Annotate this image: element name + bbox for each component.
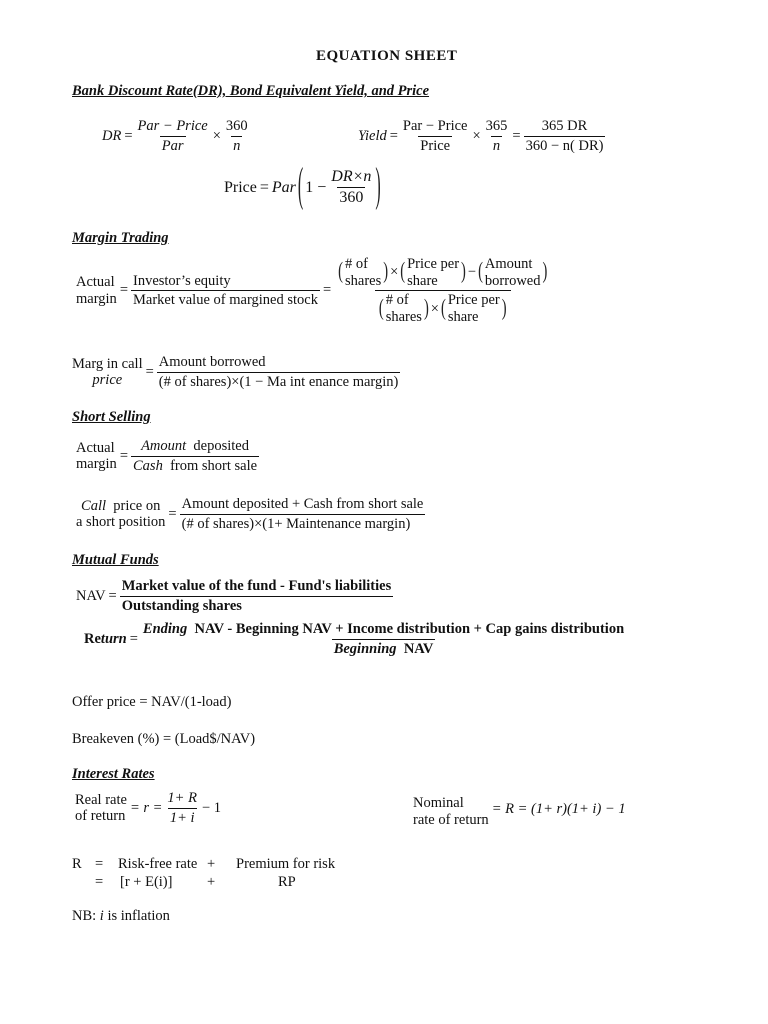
short-call-label: Call price on a short position	[76, 497, 166, 531]
dr-fraction: $\frac{\text{Par − Price}}{\text{Par}}$	[137, 118, 208, 154]
short-actual-margin-fraction: $\frac{\text{Amount deposited}}{\text{Cash from short sale}}$	[133, 438, 258, 474]
r-symbol: R	[72, 856, 82, 872]
real-rate-formula	[75, 790, 224, 826]
nominal-rate-formula	[413, 795, 629, 828]
margin-call-fraction: $\frac{\text{Amount borrowed}}{\text{(\# of shares)×(1 − Ma int enance margin)}}$	[158, 354, 399, 390]
yield-rhs-fraction: $\frac{365 DR}{360 - n( DR)}$	[525, 118, 604, 154]
premium-for-risk: Premium for risk	[236, 856, 336, 872]
nav-formula: NAV = $\frac{\text{Market value of the fund - Fund's liabilities}}{\text{Outstanding shares}}$	[76, 578, 392, 614]
return-formula: Return = Ending NAV - Beginning NAV + Income distribution + Cap gains distribution Beginning NAV	[84, 621, 625, 657]
margin-call-label: Marg in call price	[72, 355, 143, 389]
r-eq-1: =	[95, 856, 104, 872]
risk-decomposition	[72, 856, 372, 896]
section-heading-funds: Mutual Funds	[72, 552, 159, 568]
inflation-note: NB: i is inflation	[72, 908, 170, 924]
risk-free-rate: Risk-free rate	[118, 856, 198, 872]
nominal-rate-label: Nominal rate of return	[413, 795, 489, 828]
real-rate-fraction: $\frac{1+ R}{1+ i}$	[167, 790, 197, 826]
r-expected: [r + E(i)]	[120, 874, 173, 890]
r-eq-2: =	[95, 874, 104, 890]
yield-formula: Yield = $\frac{\text{Par − Price}}{\text{Price}}$ × $\frac{365}{n}$ = $\frac{365 DR}{360 - n( DR)}$	[358, 118, 604, 154]
section-heading-interest: Interest Rates	[72, 766, 155, 782]
page-title: EQUATION SHEET	[316, 48, 458, 64]
real-rate-eq: = r =	[129, 799, 163, 816]
dr-lhs: DR	[102, 127, 122, 144]
return-fraction: Ending NAV - Beginning NAV + Income distribution + Cap gains distribution Beginning NAV	[142, 621, 625, 657]
section-heading-margin: Margin Trading	[72, 230, 169, 246]
real-rate-label: Real rate of return	[75, 791, 127, 825]
dr-multiplier: $\frac{360}{n}$	[225, 118, 248, 154]
r-plus-2: +	[207, 874, 216, 890]
real-rate-tail: − 1	[201, 799, 221, 816]
short-call-fraction: $\frac{\text{Amount deposited + Cash from short sale}}{\text{(\# of shares)×(1+ Maintenance margin)}}$	[181, 496, 424, 532]
actual-margin-formula: Actual margin = $\frac{\text{Investor’s equity}}{\text{Market value of margined stock}}$ = ( # of shares ) × ( Price per share ) − ( Amount borrowed ) ( # of shares ) × ( Price per share )	[76, 256, 551, 326]
yield-fraction: $\frac{\text{Par − Price}}{\text{Price}}$	[402, 118, 468, 154]
short-call-formula: Call price on a short position = $\frac{\text{Amount deposited + Cash from short sale}}{\text{(\# of shares)×(1+ Maintenance margin)}}$	[76, 496, 424, 532]
actual-margin-fraction: $\frac{\text{Investor’s equity}}{\text{Market value of margined stock}}$	[133, 272, 318, 309]
nominal-rate-eq: = R = (1+ r)(1+ i) − 1	[491, 801, 626, 818]
margin-call-formula: Marg in call price = $\frac{\text{Amount borrowed}}{\text{(\# of shares)×(1 − Ma int enance margin)}}$	[72, 354, 399, 390]
price-fraction: $\frac{DR\times n}{360}$	[331, 168, 372, 207]
nav-fraction: $\frac{\text{Market value of the fund - Fund's liabilities}}{\text{Outstanding shares}}$	[121, 578, 392, 614]
price-lhs: Price	[224, 178, 257, 196]
yield-multiplier: $\frac{365}{n}$	[485, 118, 508, 154]
rp-label: RP	[278, 874, 296, 890]
breakeven-text: Breakeven (%) = (Load$/NAV)	[72, 731, 256, 747]
price-par: Par	[271, 178, 296, 196]
price-one: 1 −	[305, 178, 327, 196]
actual-margin-label: Actual margin	[76, 274, 117, 307]
section-heading-bank: Bank Discount Rate(DR), Bond Equivalent Yield, and Price	[72, 83, 430, 99]
actual-margin-expanded: ( # of shares ) × ( Price per share ) − ( Amount borrowed ) ( # of shares ) × ( Price per share )	[338, 256, 548, 326]
r-plus-1: +	[207, 856, 216, 872]
dr-formula: DR = $\frac{\text{Par − Price}}{\text{Par}}$ × $\frac{360}{n}$	[102, 118, 248, 154]
short-actual-margin-formula: Actual margin = $\frac{\text{Amount deposited}}{\text{Cash from short sale}}$	[76, 438, 258, 474]
yield-lhs: Yield	[358, 127, 387, 144]
nav-lhs: NAV	[76, 587, 106, 604]
offer-price-text: Offer price = NAV/(1-load)	[72, 694, 232, 710]
price-formula: Price = Par ( 1 − $\frac{DR\times n}{360}$ )	[224, 160, 381, 212]
short-actual-margin-label: Actual margin	[76, 439, 117, 473]
section-heading-short: Short Selling	[72, 409, 151, 425]
